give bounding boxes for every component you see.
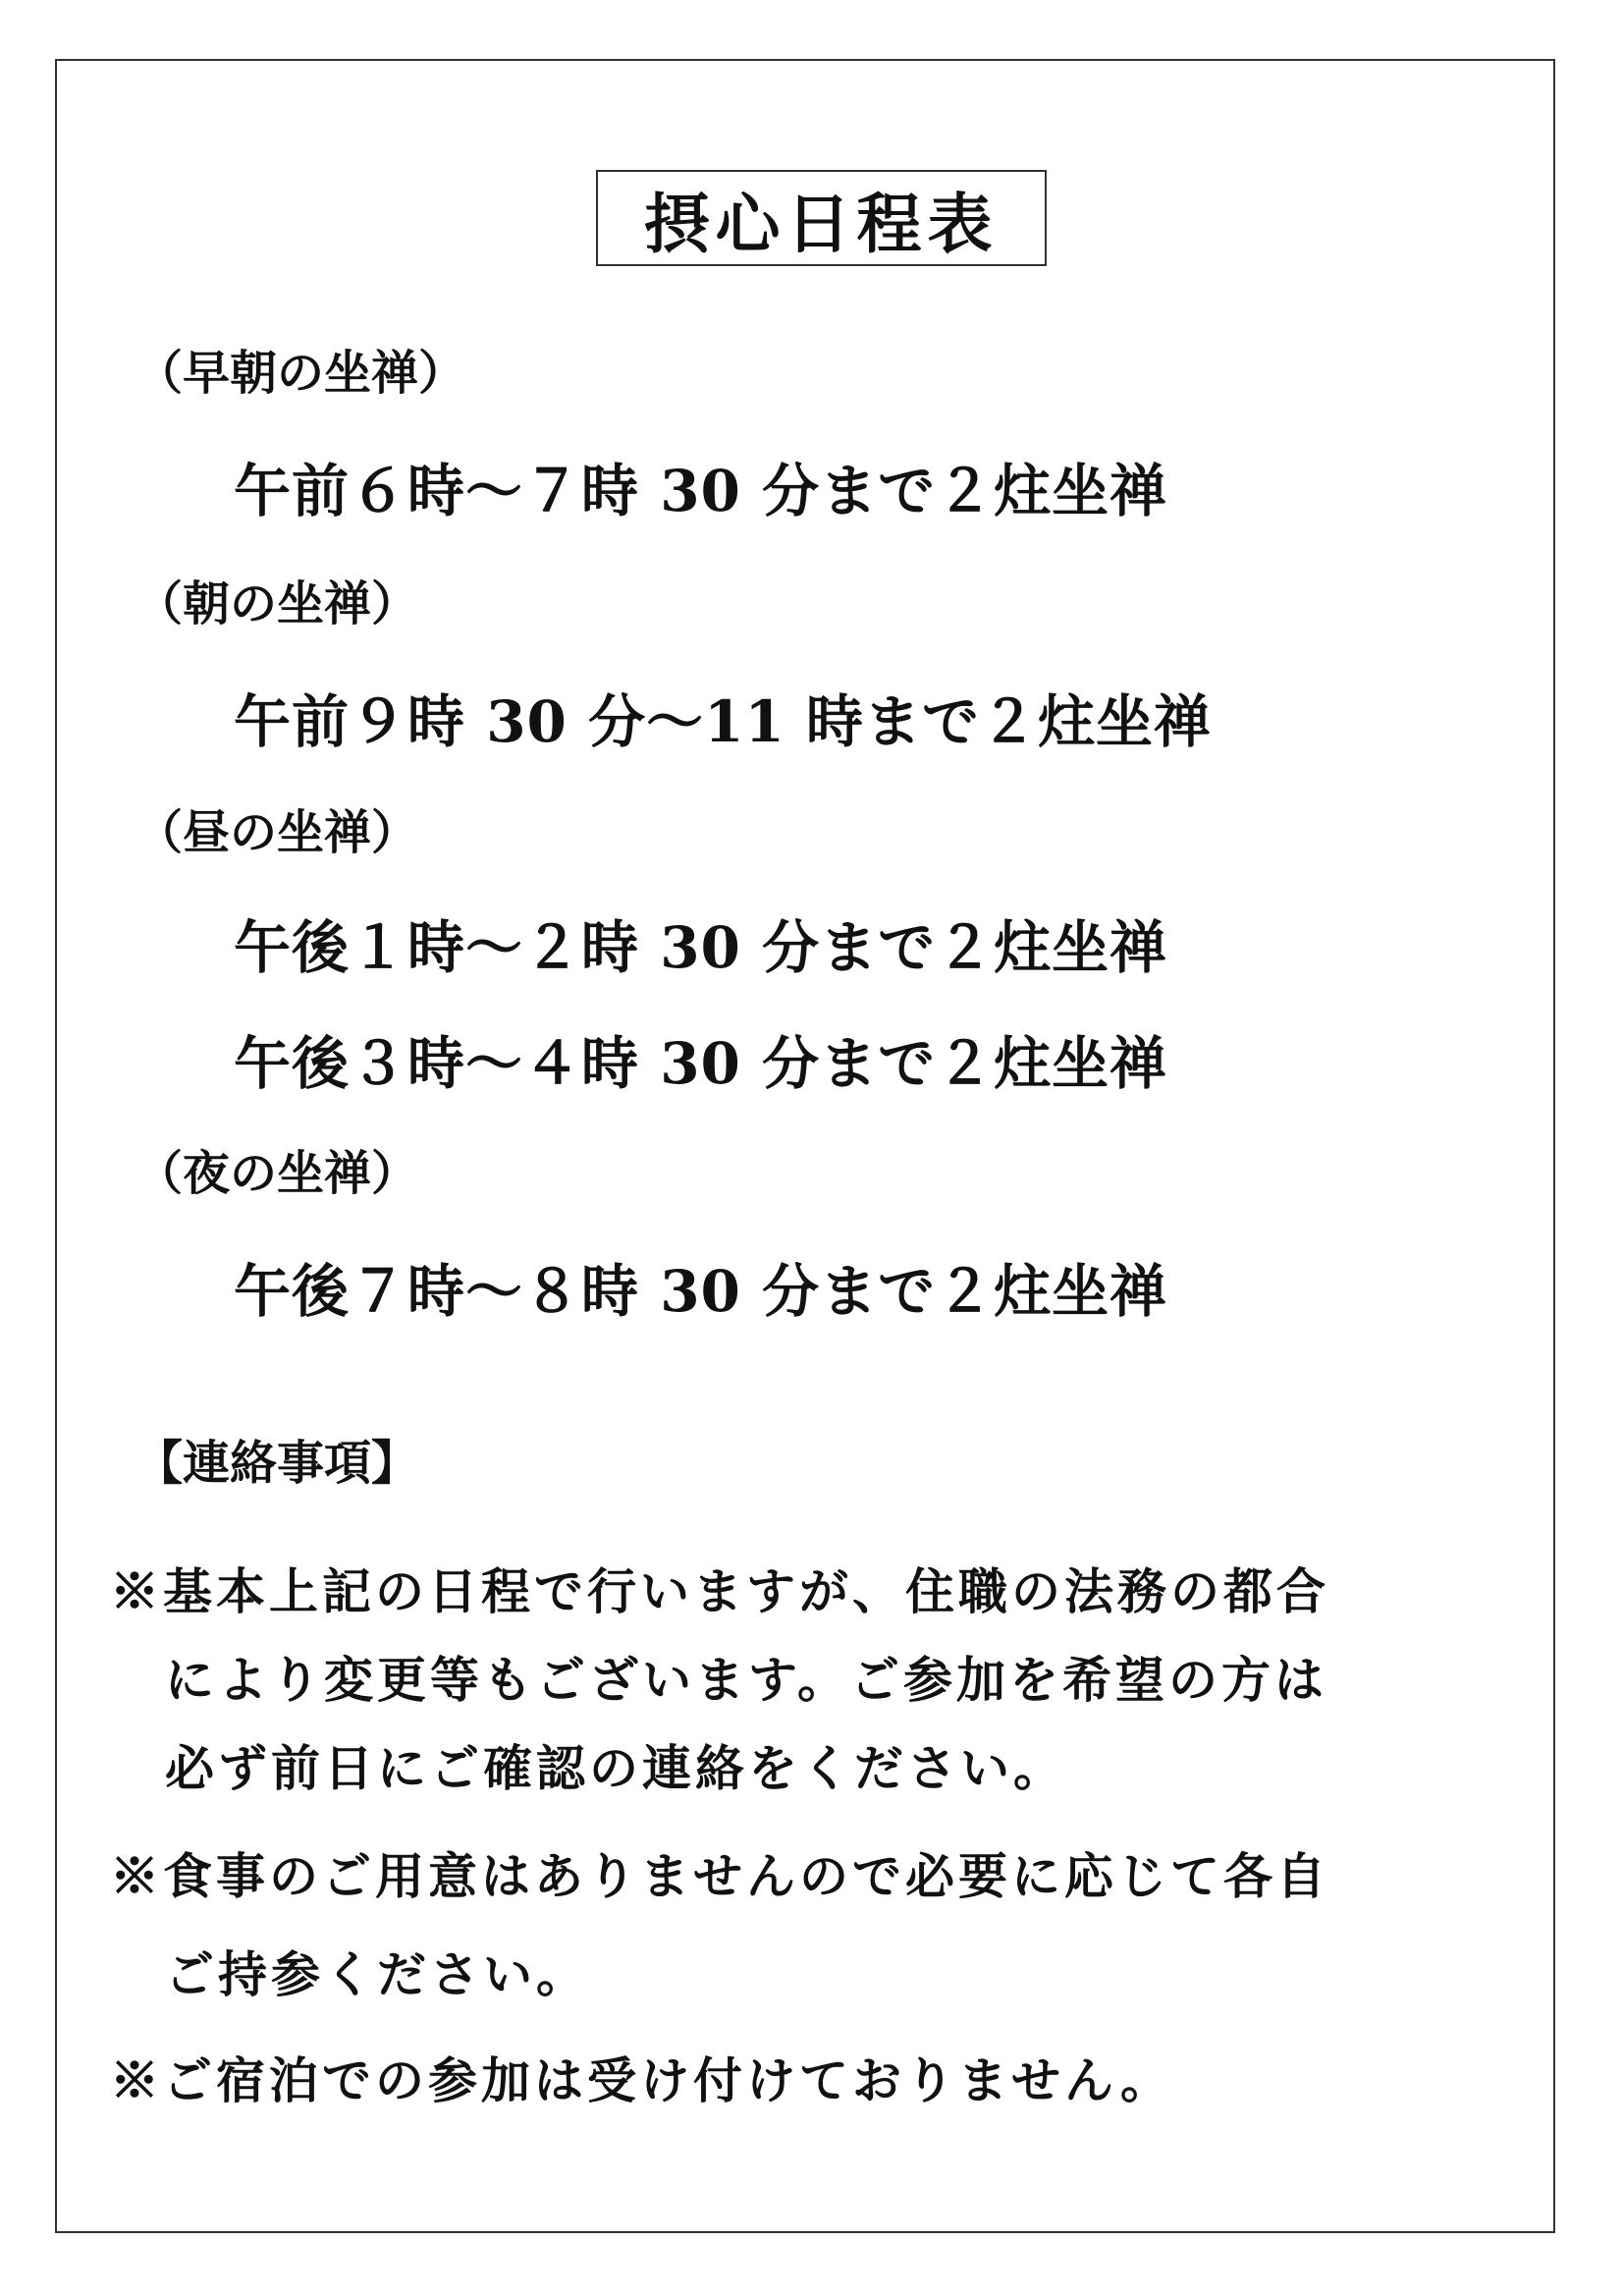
section-heading-early-morning: （早朝の坐禅） <box>135 346 466 401</box>
page-title: 摂心日程表 <box>596 170 1047 266</box>
schedule-time-afternoon-1: 午後１時〜２時 30 分まで２炷坐禅 <box>234 914 1168 981</box>
notice-3-line-1: ※ご宿泊での参加は受け付けておりません。 <box>110 2051 1173 2109</box>
notice-2-line-1: ※食事のご用意はありませんので必要に応じて各自 <box>110 1847 1329 1905</box>
schedule-time-afternoon-2: 午後３時〜４時 30 分まで２炷坐禅 <box>234 1030 1168 1097</box>
schedule-time-early-morning: 午前６時〜７時 30 分まで２炷坐禅 <box>234 458 1168 524</box>
section-heading-evening: （夜の坐禅） <box>135 1146 419 1201</box>
notice-1-line-1: ※基本上記の日程で行いますが、住職の法務の都合 <box>110 1562 1329 1620</box>
notice-2-line-2: ご持参ください。 <box>165 1945 589 2003</box>
notice-1-line-2: により変更等もございます。ご参加を希望の方は <box>165 1651 1327 1709</box>
notice-1-line-3: 必ず前日にご確認の連絡をください。 <box>165 1739 1066 1797</box>
schedule-time-morning: 午前９時 30 分〜11 時まで２炷坐禅 <box>234 688 1213 755</box>
schedule-time-evening: 午後７時〜８時 30 分まで２炷坐禅 <box>234 1258 1168 1325</box>
section-heading-afternoon: （昼の坐禅） <box>135 805 419 860</box>
section-heading-morning: （朝の坐禅） <box>135 576 419 631</box>
notices-heading: 【連絡事項】 <box>135 1436 419 1491</box>
